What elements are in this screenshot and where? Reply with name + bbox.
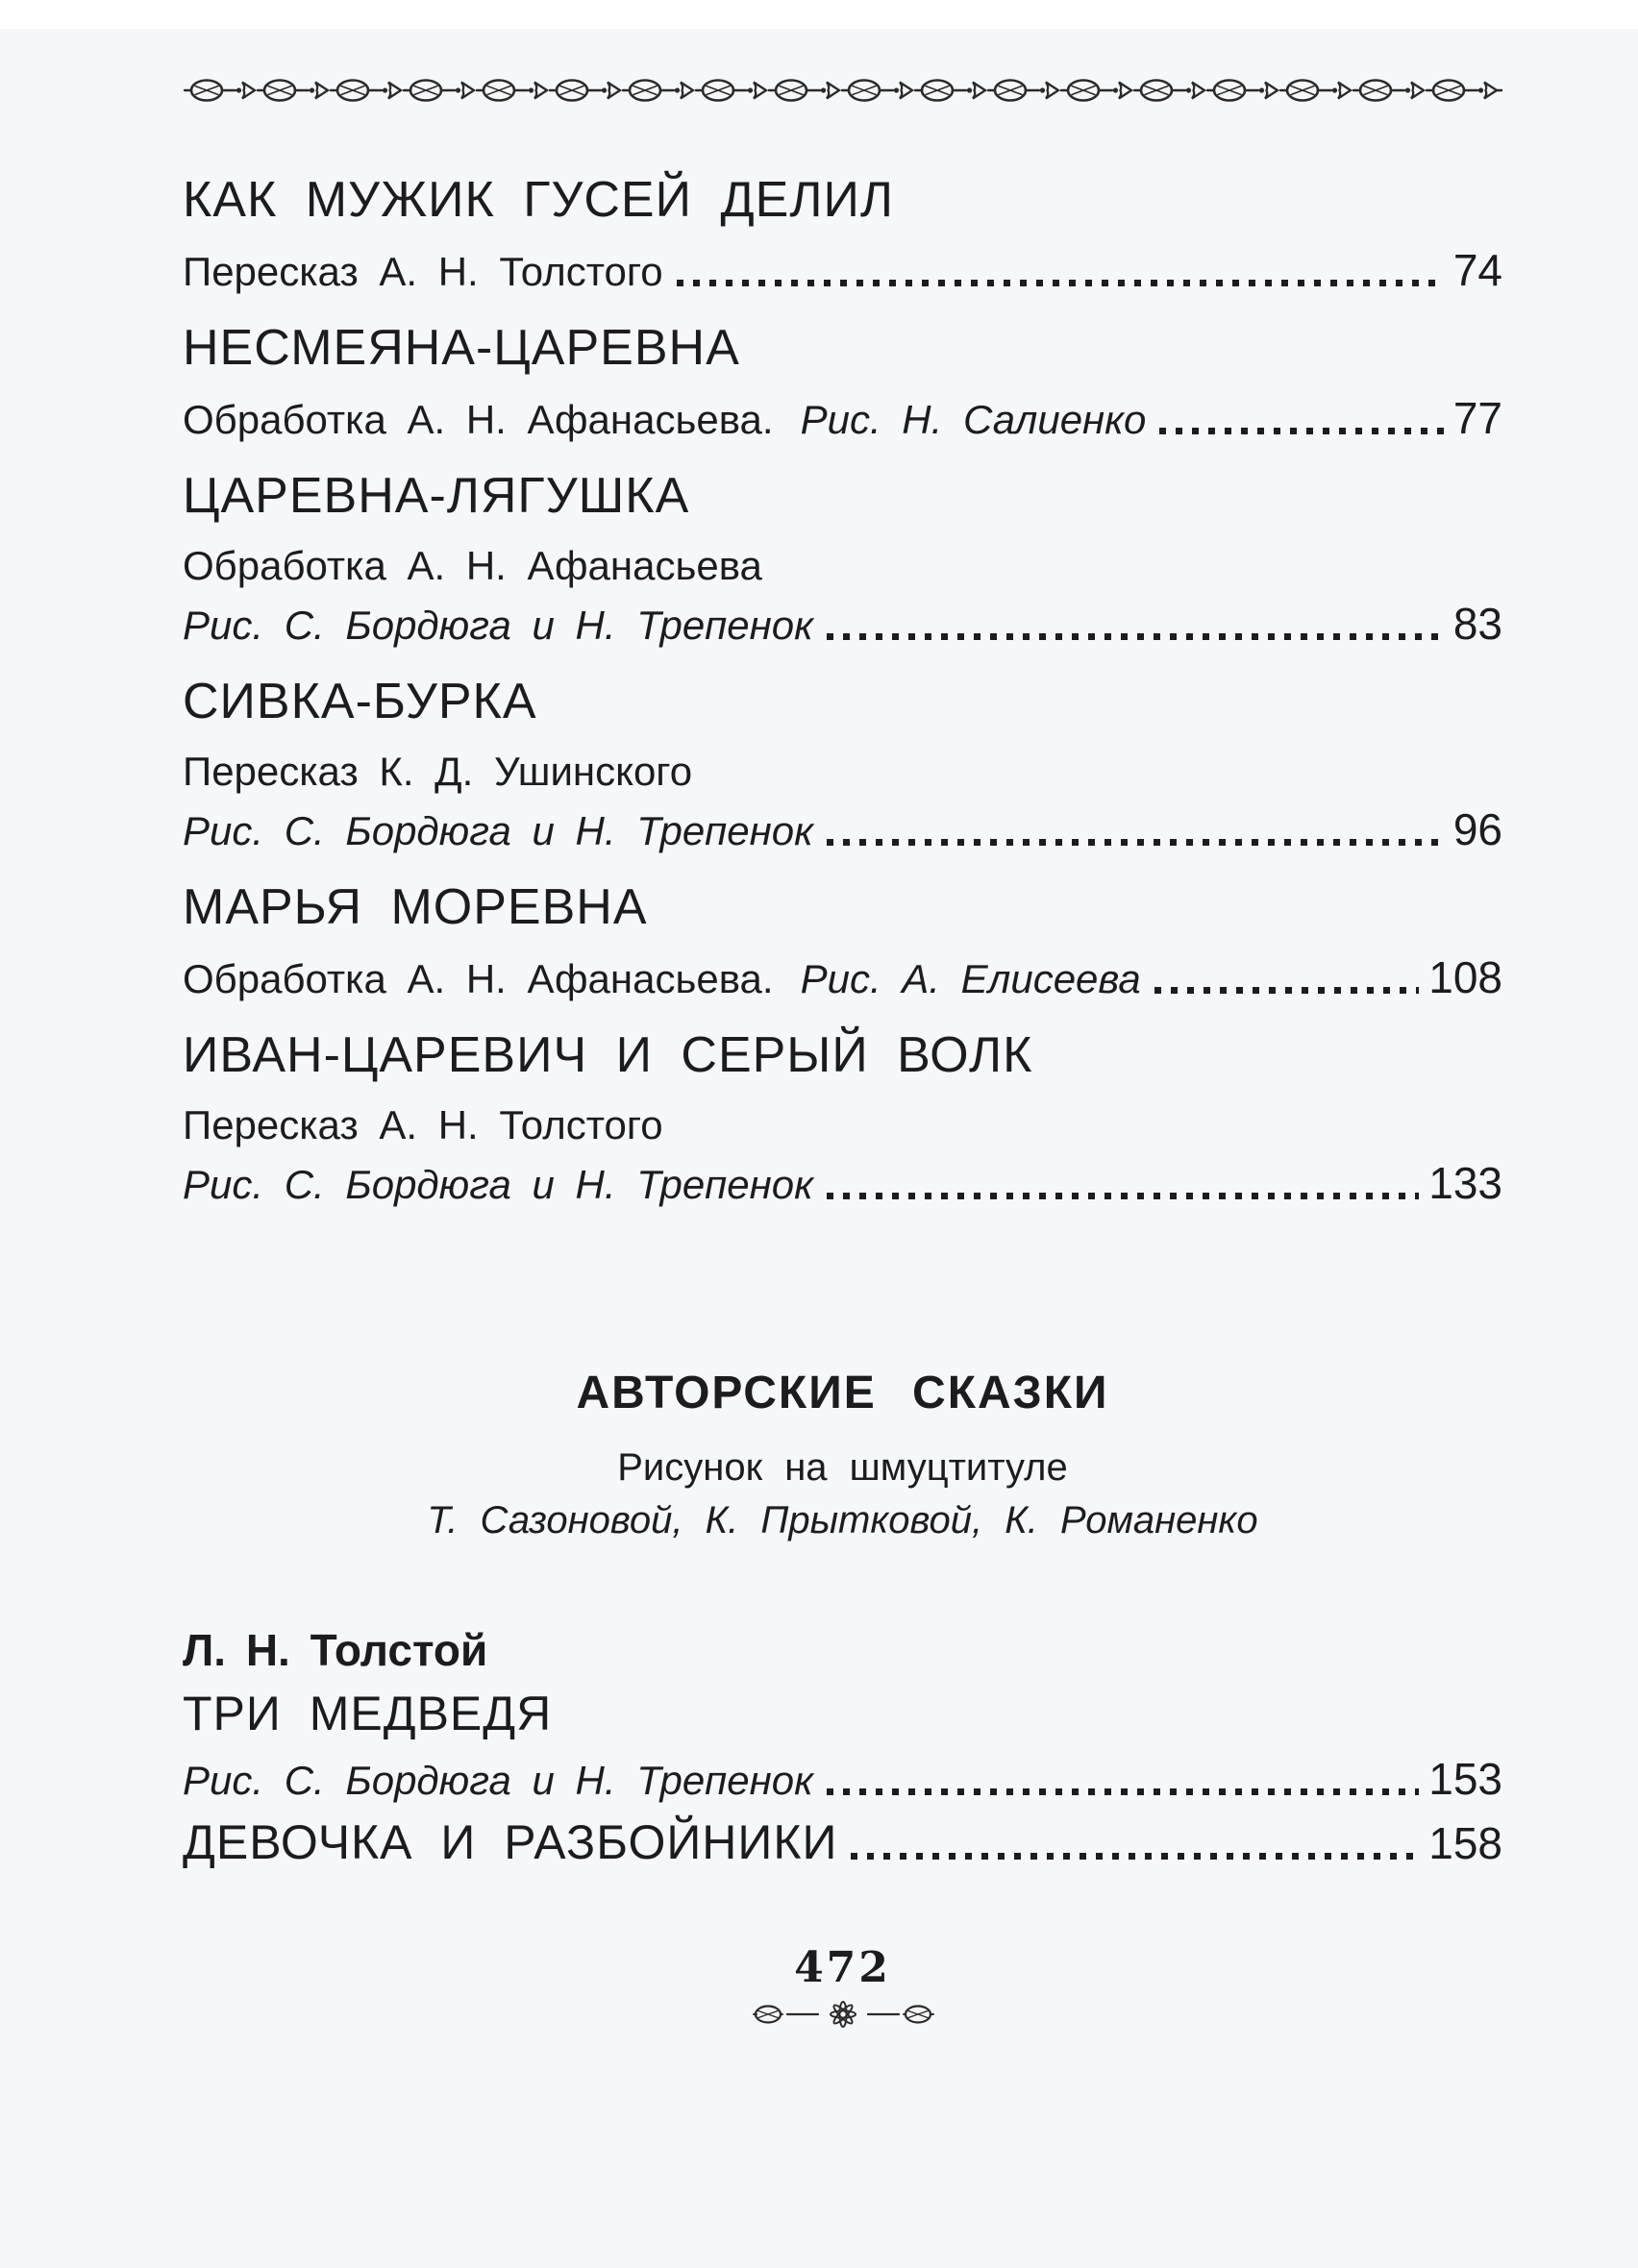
page-number: 77 bbox=[1452, 393, 1502, 443]
page-number: 133 bbox=[1428, 1158, 1502, 1208]
dot-leader bbox=[827, 1193, 1419, 1199]
story-title: КАК МУЖИК ГУСЕЙ ДЕЛИЛ bbox=[183, 172, 894, 228]
dot-leader bbox=[1154, 987, 1419, 994]
toc-byline-row bbox=[183, 952, 1502, 1002]
illustrator-text: Рис. С. Бордюга и Н. Трепенок bbox=[183, 603, 813, 648]
work-title: ТРИ МЕДВЕДЯ bbox=[183, 1687, 553, 1740]
dot-leader bbox=[827, 839, 1444, 846]
toc-entry bbox=[183, 468, 1502, 649]
byline-text: Пересказ К. Д. Ушинского bbox=[183, 749, 693, 794]
work-title-row bbox=[183, 1815, 1502, 1869]
dot-leader bbox=[827, 633, 1444, 640]
illustrator-text: Рис. Н. Салиенко bbox=[800, 397, 1147, 442]
page-footer bbox=[183, 1943, 1502, 2032]
byline-text: Пересказ А. Н. Толстого bbox=[183, 249, 663, 294]
dot-leader bbox=[851, 1853, 1419, 1860]
illustrator-text: Рис. С. Бордюга и Н. Трепенок bbox=[183, 1758, 813, 1803]
toc-entry bbox=[183, 1027, 1502, 1208]
toc-byline-row bbox=[183, 543, 1502, 588]
story-title: ЦАРЕВНА-ЛЯГУШКА bbox=[183, 468, 690, 524]
work-illustrator-row bbox=[183, 1754, 1502, 1804]
page-number: 108 bbox=[1428, 952, 1502, 1002]
author-name: Л. Н. Толстой bbox=[183, 1625, 488, 1675]
toc-byline-row bbox=[183, 1102, 1502, 1147]
byline-text: Пересказ А. Н. Толстого bbox=[183, 1102, 663, 1147]
story-title: МАРЬЯ МОРЕВНА bbox=[183, 879, 648, 935]
toc-byline-row bbox=[183, 749, 1502, 794]
author-block bbox=[183, 1625, 1502, 1869]
section-authors: Т. Сазоновой, К. Прытковой, К. Романенко bbox=[427, 1499, 1258, 1541]
toc-entry bbox=[183, 879, 1502, 1002]
folio-number: 472 bbox=[794, 1943, 891, 1992]
vine-chain-ornament-icon bbox=[183, 73, 1502, 108]
section-title: АВТОРСКИЕ СКАЗКИ bbox=[576, 1368, 1109, 1418]
section-heading-block bbox=[183, 1368, 1502, 1541]
byline-text: Обработка А. Н. Афанасьева bbox=[183, 543, 762, 588]
toc-entry bbox=[183, 674, 1502, 854]
toc-illustrator-row bbox=[183, 1158, 1502, 1208]
story-title: СИВКА-БУРКА bbox=[183, 674, 537, 729]
page-number: 74 bbox=[1452, 245, 1502, 295]
illustrator-text: Рис. А. Елисеева bbox=[800, 956, 1141, 1001]
toc-illustrator-row bbox=[183, 599, 1502, 649]
illustrator-text: Рис. С. Бордюга и Н. Трепенок bbox=[183, 808, 813, 853]
dot-leader bbox=[827, 1788, 1419, 1795]
page-number: 83 bbox=[1452, 599, 1502, 649]
dot-leader bbox=[677, 280, 1444, 286]
section-subtitle: Рисунок на шмуцтитуле bbox=[617, 1446, 1068, 1489]
work-title: ДЕВОЧКА И РАЗБОЙНИКИ bbox=[183, 1815, 838, 1869]
floral-line-divider-icon bbox=[747, 1997, 939, 2032]
toc-byline-row bbox=[183, 245, 1502, 295]
illustrator-text: Рис. С. Бордюга и Н. Трепенок bbox=[183, 1162, 813, 1207]
page-number: 96 bbox=[1452, 804, 1502, 854]
story-title: НЕСМЕЯНА-ЦАРЕВНА bbox=[183, 320, 740, 376]
book-toc-page bbox=[0, 29, 1638, 2268]
table-of-contents bbox=[183, 172, 1502, 1208]
toc-byline-row bbox=[183, 393, 1502, 443]
dot-leader bbox=[1159, 428, 1443, 434]
story-title: ИВАН-ЦАРЕВИЧ И СЕРЫЙ ВОЛК bbox=[183, 1027, 1033, 1083]
page-number: 158 bbox=[1428, 1818, 1502, 1868]
toc-entry bbox=[183, 320, 1502, 443]
byline-text: Обработка А. Н. Афанасьева. bbox=[183, 397, 774, 442]
toc-illustrator-row bbox=[183, 804, 1502, 854]
byline-text: Обработка А. Н. Афанасьева. bbox=[183, 956, 774, 1001]
page-number: 153 bbox=[1428, 1754, 1502, 1804]
toc-entry bbox=[183, 172, 1502, 295]
